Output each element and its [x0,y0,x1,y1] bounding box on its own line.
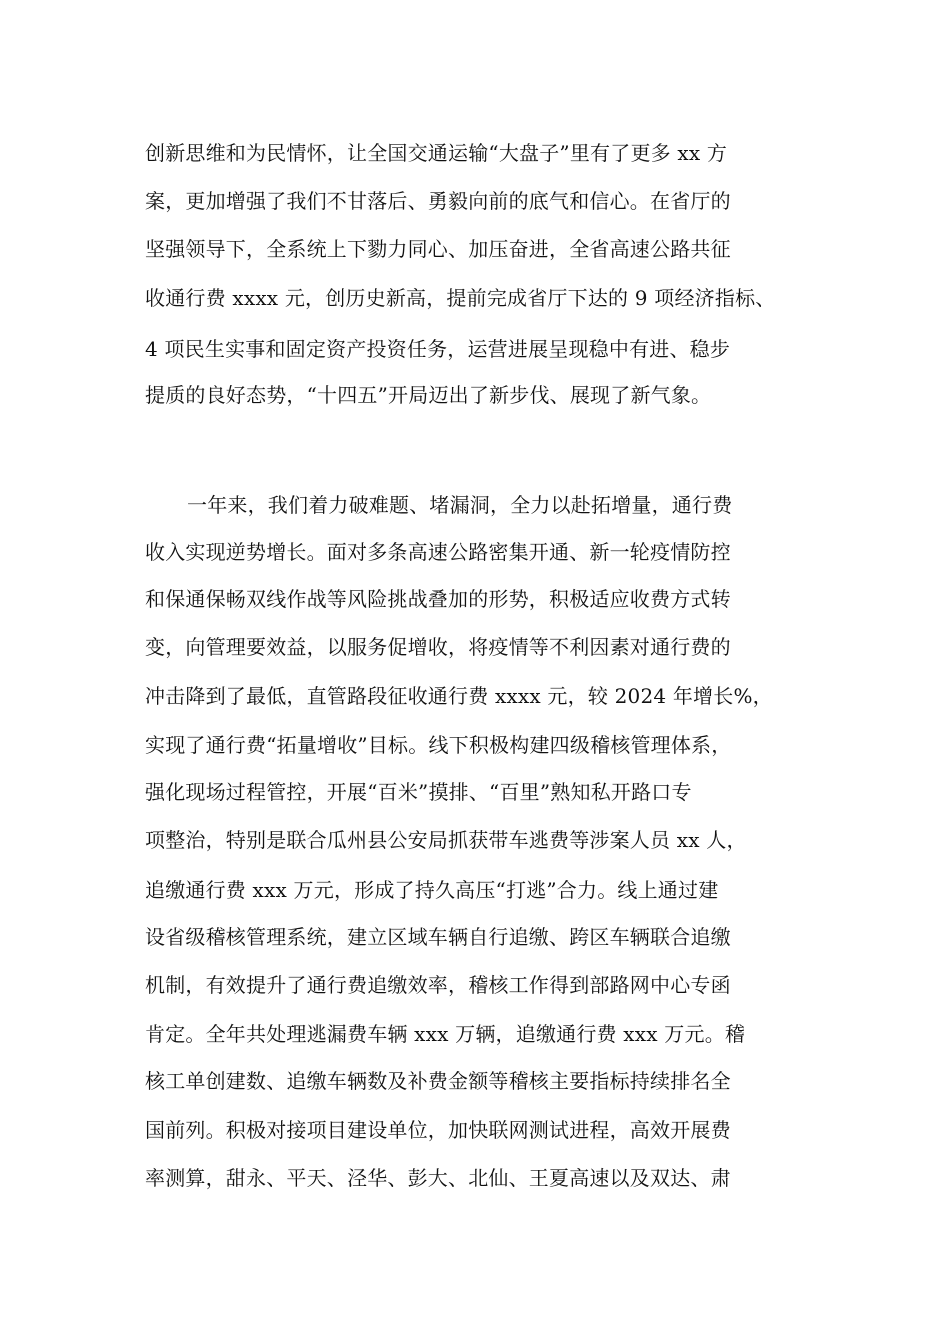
paragraph-2-line-7: 强化现场过程管控，开展“百米”摸排、“百里”熟知私开路口专 [145,780,692,804]
paragraph-1-line-6: 提质的良好态势，“十四五”开局迈出了新步伐、展现了新气象。 [145,383,712,407]
paragraph-1-line-2: 案，更加增强了我们不甘落后、勇毅向前的底气和信心。在省厅的 [145,189,731,213]
paragraph-2-line-1: 一年来，我们着力破难题、堵漏洞，全力以赴拓增量，通行费 [187,493,733,517]
paragraph-2-line-14: 国前列。积极对接项目建设单位，加快联网测试进程，高效开展费 [145,1118,731,1142]
paragraph-2-line-13: 核工单创建数、追缴车辆数及补费金额等稽核主要指标持续排名全 [145,1069,731,1093]
paragraph-2-line-8: 项整治，特别是联合瓜州县公安局抓获带车逃费等涉案人员 xx 人， [145,828,747,852]
paragraph-2-line-15: 率测算，甜永、平天、泾华、彭大、北仙、王夏高速以及双达、肃 [145,1166,731,1190]
paragraph-1-line-5: 4 项民生实事和固定资产投资任务，运营进展呈现稳中有进、稳步 [145,337,731,361]
paragraph-2-line-11: 机制，有效提升了通行费追缴效率，稽核工作得到部路网中心专函 [145,973,731,997]
paragraph-2-line-4: 变，向管理要效益，以服务促增收，将疫情等不利因素对通行费的 [145,635,731,659]
paragraph-1-line-1: 创新思维和为民情怀，让全国交通运输“大盘子”里有了更多 xx 方 [145,141,728,165]
paragraph-1-line-4: 收通行费 xxxx 元，创历史新高，提前完成省厅下达的 9 项经济指标、 [145,286,776,310]
paragraph-2-line-10: 设省级稽核管理系统，建立区域车辆自行追缴、跨区车辆联合追缴 [145,925,731,949]
paragraph-2-line-12: 肯定。全年共处理逃漏费车辆 xxx 万辆，追缴通行费 xxx 万元。稽 [145,1022,746,1046]
paragraph-2-line-9: 追缴通行费 xxx 万元，形成了持久高压“打逃”合力。线上通过建 [145,878,719,902]
paragraph-1-line-3: 坚强领导下，全系统上下勠力同心、加压奋进，全省高速公路共征 [145,237,731,261]
paragraph-2-line-2: 收入实现逆势增长。面对多条高速公路密集开通、新一轮疫情防控 [145,540,731,564]
paragraph-2-line-5: 冲击降到了最低，直管路段征收通行费 xxxx 元，较 2024 年增长%， [145,684,773,708]
paragraph-2-line-3: 和保通保畅双线作战等风险挑战叠加的形势，积极适应收费方式转 [145,587,731,611]
paragraph-2-line-6: 实现了通行费“拓量增收”目标。线下积极构建四级稽核管理体系， [145,733,732,757]
